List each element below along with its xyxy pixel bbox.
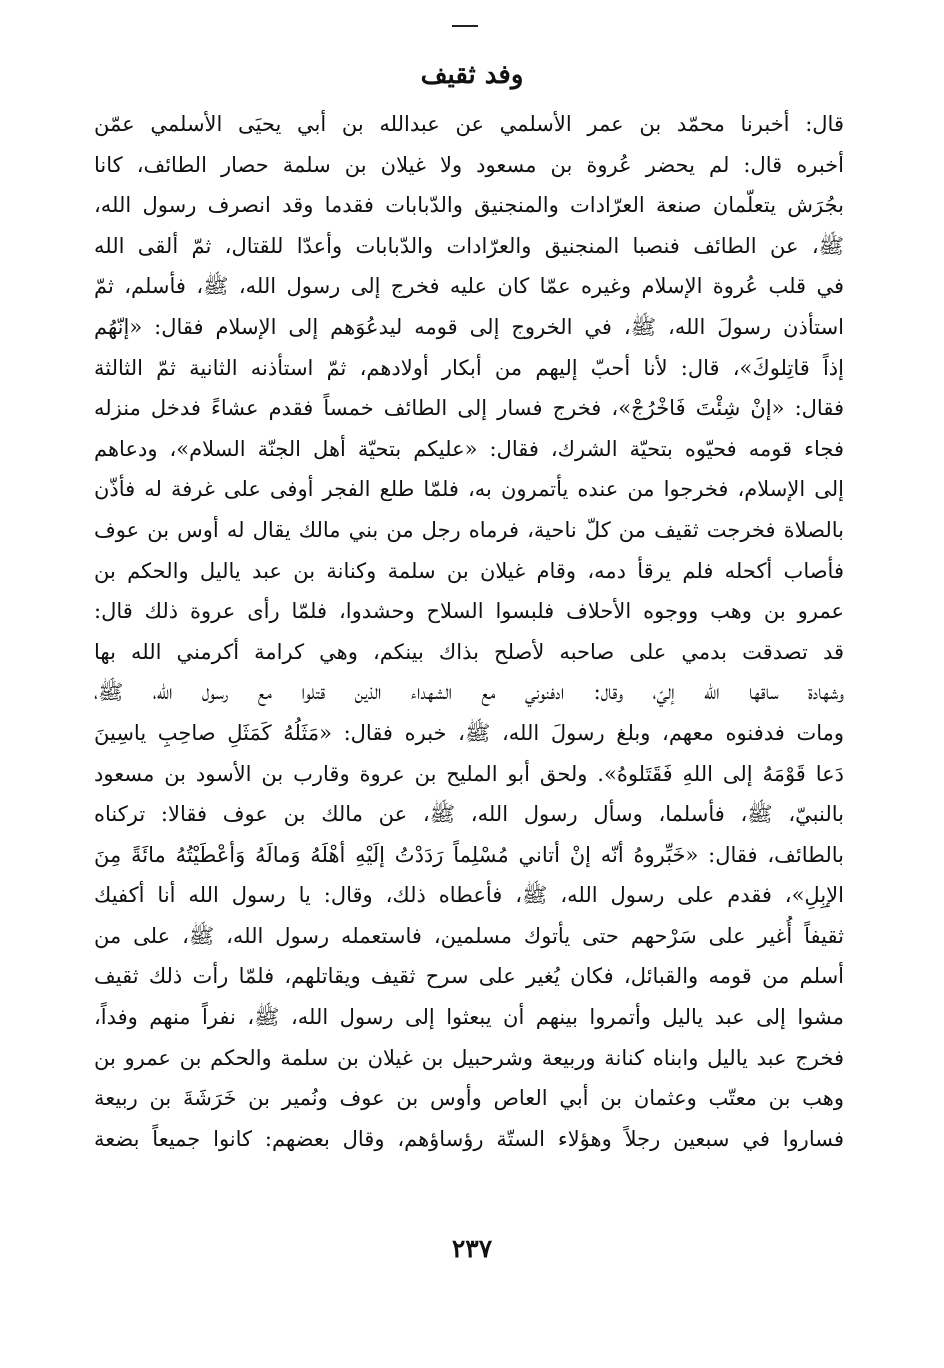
text-line: فقال: «إنْ شِئْتَ فَاخْرُجْ»، فخرج فسار إلى الطائف خمساً فقدم عشاءً فدخل منزله xyxy=(94,396,844,421)
page-number: ٢٣٧ xyxy=(451,1234,493,1263)
header-rule xyxy=(452,25,478,27)
text-line: فخرج عبد ياليل وابناه كنانة وربيعة وشرحبيل بن غيلان بن سلمة والحكم بن عمرو بن xyxy=(94,1045,844,1070)
text-line: مشوا إلى عبد ياليل وأتمروا بينهم أن يبعثوا إلى رسول الله، ﷺ، نفراً منهم وفداً، xyxy=(94,1005,844,1030)
text-line: قال: أخبرنا محمّد بن عمر الأسلمي عن عبدالله بن أبي يحيَى الأسلمي عمّن xyxy=(94,112,844,136)
text-line: بجُرَش يتعلّمان صنعة العرّادات والمنجنيق والدّبابات فقدما وقد انصرف رسول الله، xyxy=(94,193,844,218)
text-line: أخبره قال: لم يحضر عُروة بن مسعود ولا غيلان بن سلمة حصار الطائف، كانا xyxy=(94,152,844,177)
text-line: استأذن رسولَ الله، ﷺ، في الخروج إلى قومه ليدعُوَهم إلى الإسلام فقال: «إنّهُم xyxy=(94,314,844,339)
text-line: ﷺ، عن الطائف فنصبا المنجنيق والعرّادات والدّبابات وأعدّا للقتال، ثمّ ألقى الله xyxy=(94,233,844,258)
text-line: عمرو بن وهب ووجوه الأحلاف فلبسوا السلاح وحشدوا، فلمّا رأى عروة ذلك قال: xyxy=(94,599,844,624)
text-line: وهب بن معتّب وعثمان بن أبي العاص وأوس بن عوف ونُمير بن خَرَشَةَ بن ربيعة xyxy=(94,1086,844,1111)
body-text xyxy=(94,104,844,1159)
text-line: بالطائف، فقال: «خَبِّروهُ أنّه إنْ أتاني مُسْلِماً رَدَدْتُ إلَيْهِ أهْلَهُ وَمالَهُ وَأعْطَيْتُهُ مائَةً مِنَ xyxy=(94,842,844,867)
text-line: ثقيفاً أُغير على سَرْحهم حتى يأتوك مسلمين، فاستعمله رسول الله، ﷺ، على من xyxy=(94,923,844,948)
text-line: في قلب عُروة الإسلام وغيره عمّا كان عليه فخرج إلى رسول الله، ﷺ، فأسلم، ثمّ xyxy=(94,274,844,299)
chapter-title: وفد ثقيف xyxy=(420,60,524,90)
text-line: الإبِلِ»، فقدم على رسول الله، ﷺ، فأعطاه ذلك، وقال: يا رسول الله أنا أكفيك xyxy=(94,883,844,908)
text-line: إلى الإسلام، فخرجوا من عنده يأتمرون به، فلمّا طلع الفجر أوفى على غرفة له فأذّن xyxy=(94,477,844,502)
text-line: وشهادة ساقها الله إليّ، وقال: ادفنوني مع الشهداء الذين قتلوا مع رسول الله، ﷺ، xyxy=(94,680,844,705)
text-line: فجاء قومه فحيّوه بتحيّة الشرك، فقال: «عليكم بتحيّة أهل الجنّة السلام»، ودعاهم xyxy=(94,436,844,461)
text-line: دَعا قَوْمَهُ إلى اللهِ فَقَتَلوهُ». ولحق أبو المليح بن عروة وقارب بن الأسود بن مسعود xyxy=(94,761,844,786)
text-line: فساروا في سبعين رجلاً وهؤلاء الستّة رؤساؤهم، وقال بعضهم: كانوا جميعاً بضعة xyxy=(94,1126,844,1151)
text-line: بالنبيّ، ﷺ، فأسلما، وسأل رسول الله، ﷺ، عن مالك بن عوف فقالا: تركناه xyxy=(94,802,844,827)
text-line: ومات فدفنوه معهم، وبلغ رسولَ الله، ﷺ، خبره فقال: «مَثَلُهُ كَمَثَلِ صاحِبِ ياسِينَ xyxy=(94,720,844,745)
text-line: قد تصدقت بدمي على صاحبه لأصلح بذاك بينكم، وهي كرامة أكرمني الله بها xyxy=(94,639,844,664)
text-line: فأصاب أكحله فلم يرقأ دمه، وقام غيلان بن سلمة وكنانة بن عبد ياليل والحكم بن xyxy=(94,558,844,583)
text-line: أسلم من قومه والقبائل، فكان يُغير على سرح ثقيف ويقاتلهم، فلمّا رأت ذلك ثقيف xyxy=(94,964,844,989)
text-line: إذاً قاتِلوكَ»، قال: لأنا أحبّ إليهم من أبكار أولادهم، ثمّ استأذنه الثانية ثمّ الثالثة xyxy=(94,355,844,380)
text-line: بالصلاة فخرجت ثقيف من كلّ ناحية، فرماه رجل من بني مالك يقال له أوس بن عوف xyxy=(94,517,844,542)
